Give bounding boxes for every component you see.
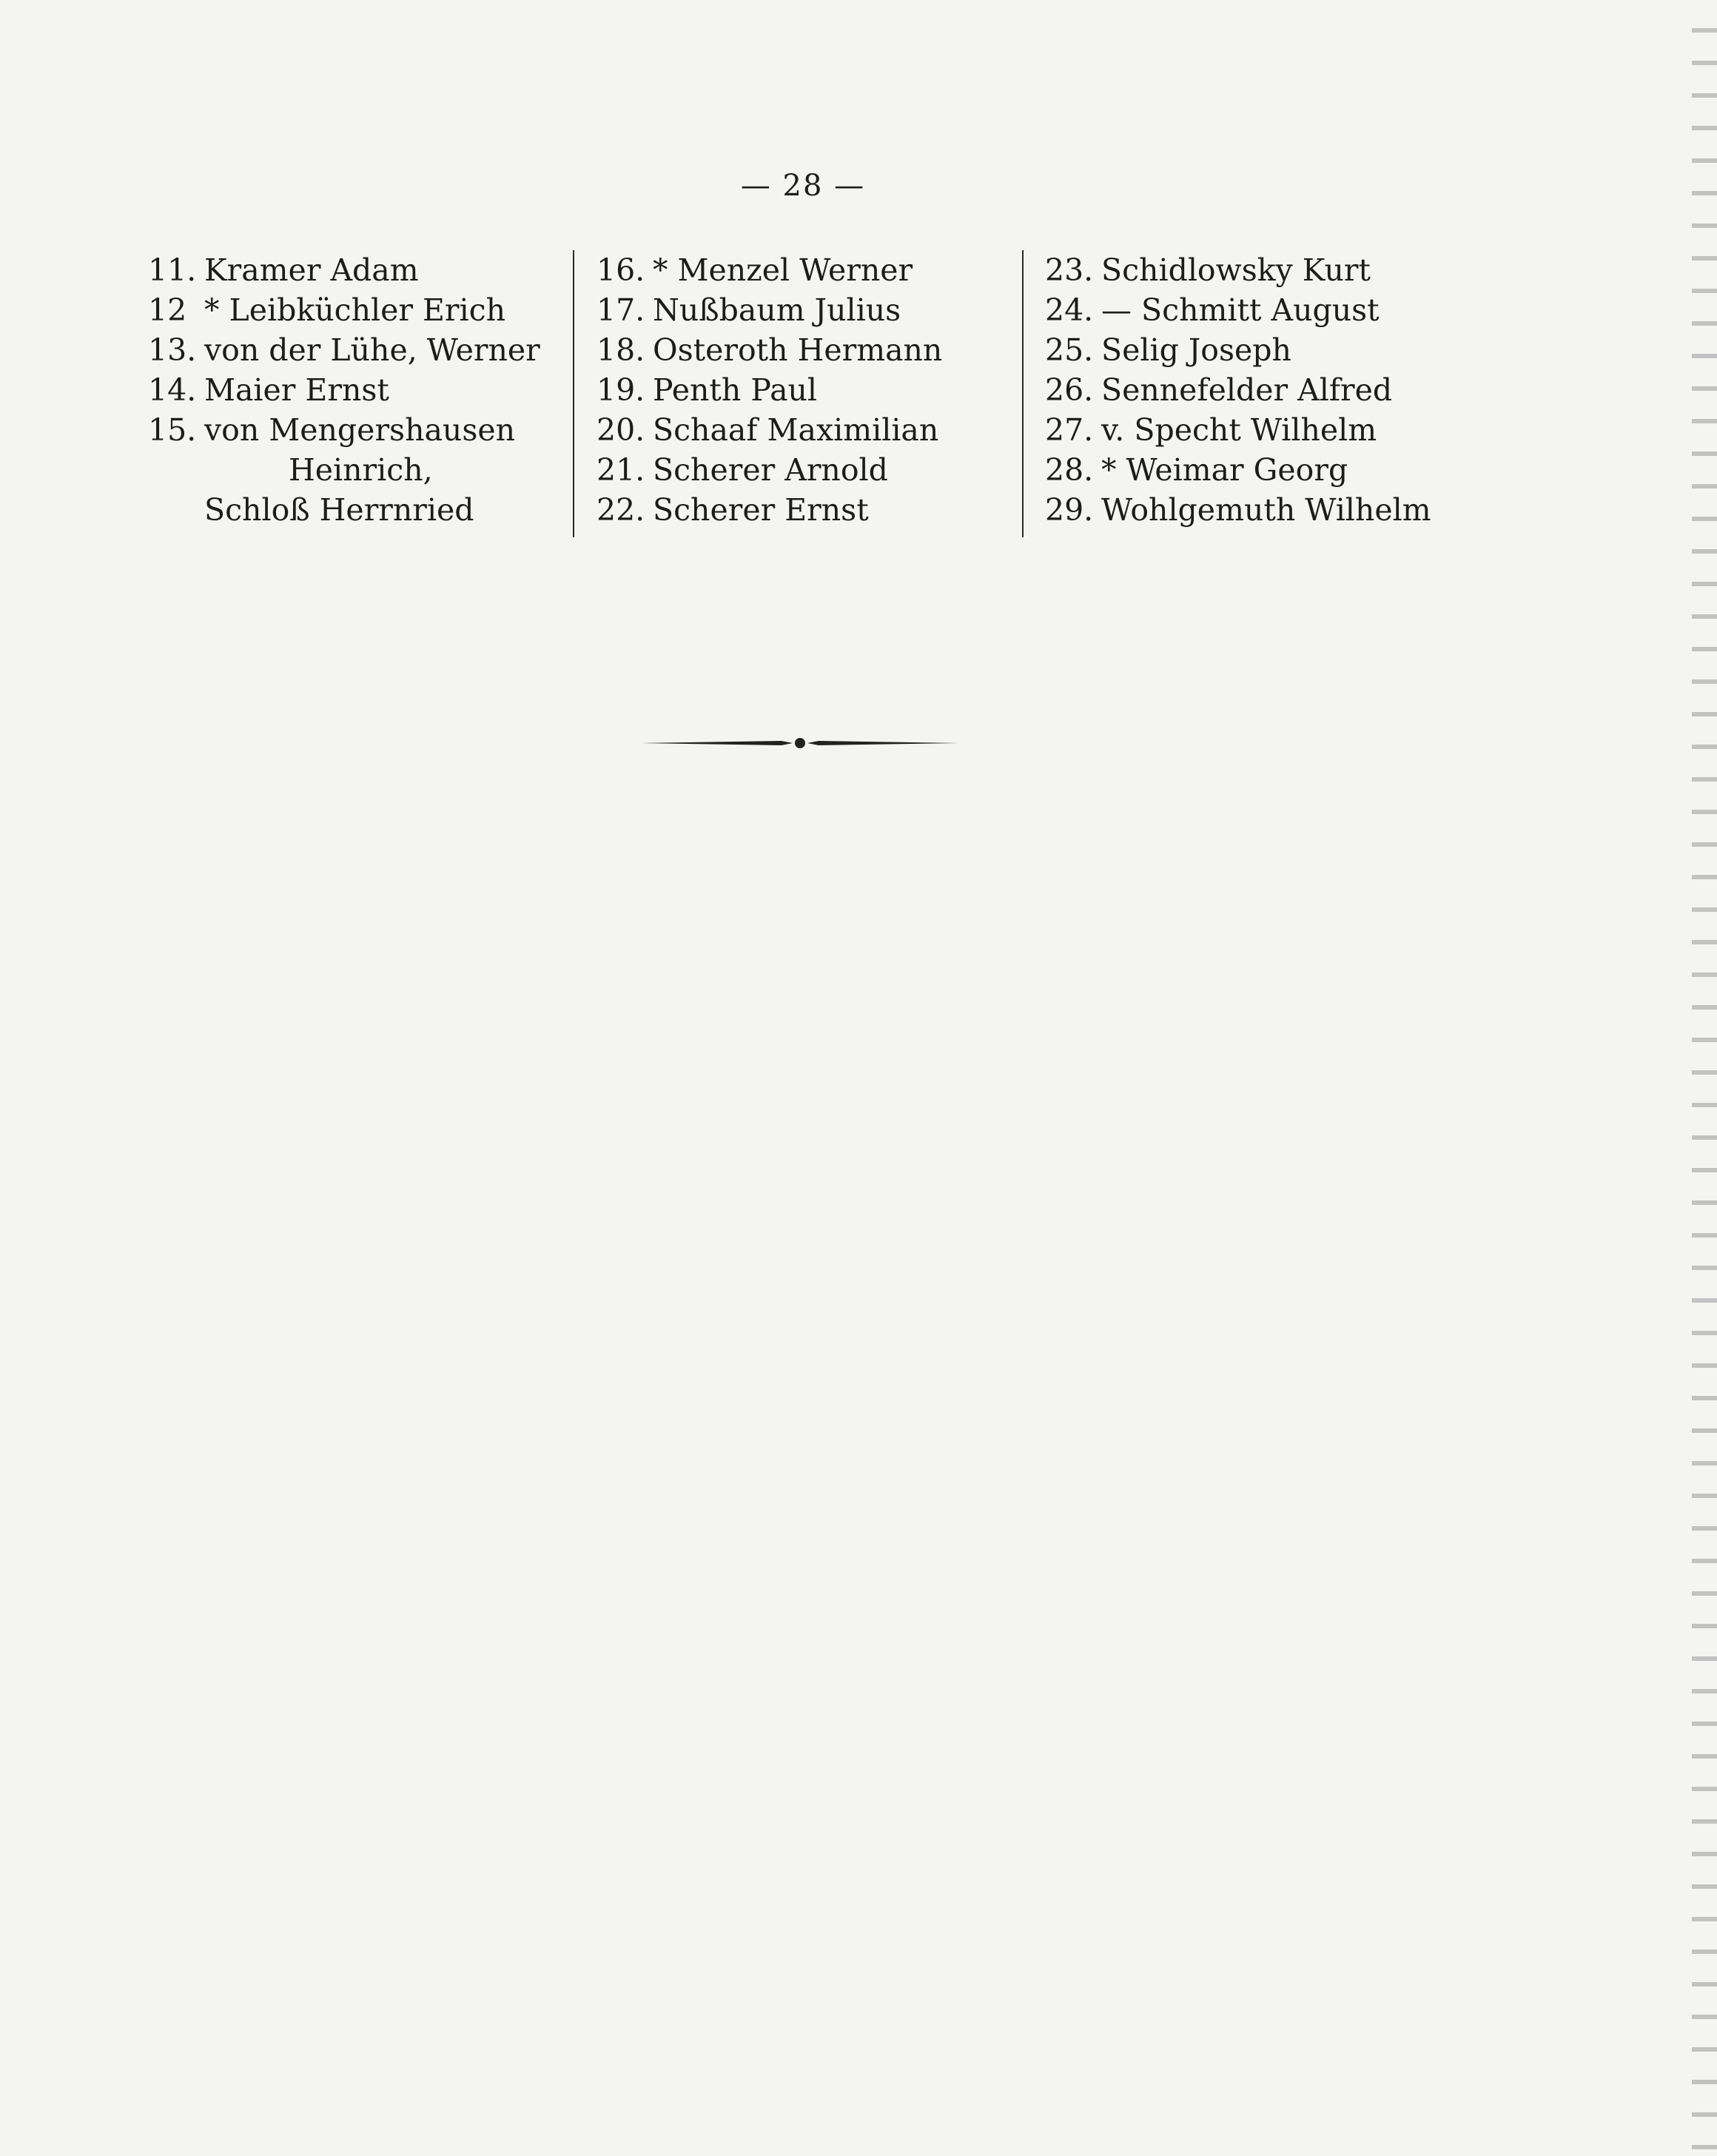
entry-number: 19. (597, 372, 645, 408)
entry-name: Penth Paul (653, 372, 818, 408)
entry-name: Maier Ernst (204, 372, 389, 408)
list-item (597, 410, 942, 450)
entry-number: 14. (148, 372, 197, 408)
list-item (1045, 250, 1431, 290)
entry-name: von der Lühe, Werner (204, 332, 540, 368)
list-item (148, 410, 540, 530)
entry-number: 29. (1045, 492, 1094, 528)
name-list-column-1 (148, 250, 540, 530)
binding-edge (1692, 0, 1717, 2156)
entry-name: — Schmitt August (1101, 292, 1380, 328)
list-item (597, 290, 942, 330)
list-item (597, 250, 942, 290)
list-item (1045, 290, 1431, 330)
list-item (597, 330, 942, 370)
entry-name: Nußbaum Julius (653, 292, 901, 328)
entry-name: v. Specht Wilhelm (1101, 412, 1377, 448)
entry-name: Schaaf Maximilian (653, 412, 939, 448)
entry-number: 11. (148, 252, 197, 288)
page-number: — 28 — (740, 169, 866, 203)
list-item (597, 490, 942, 530)
list-item (1045, 450, 1431, 490)
entry-number: 23. (1045, 252, 1094, 288)
entry-number: 28. (1045, 452, 1094, 488)
entry-name: Sennefelder Alfred (1101, 372, 1393, 408)
entry-number: 15. (148, 412, 197, 448)
list-item (1045, 410, 1431, 450)
entry-name-continuation: Schloß Herrnried (204, 492, 474, 528)
list-item (148, 330, 540, 370)
list-item (1045, 370, 1431, 410)
list-item (597, 370, 942, 410)
entry-name: von Mengershausen (204, 412, 516, 448)
list-item (1045, 330, 1431, 370)
column-divider (1022, 250, 1024, 537)
entry-name: Schidlowsky Kurt (1101, 252, 1371, 288)
entry-number: 26. (1045, 372, 1094, 408)
entry-name: * Menzel Werner (653, 252, 913, 288)
end-ornament (641, 736, 959, 750)
entry-number: 21. (597, 452, 645, 488)
list-item (148, 290, 540, 330)
entry-number: 13. (148, 332, 197, 368)
entry-name: Wohlgemuth Wilhelm (1101, 492, 1431, 528)
list-item (597, 450, 942, 490)
list-item (148, 370, 540, 410)
entry-name: Osteroth Hermann (653, 332, 943, 368)
column-divider (573, 250, 574, 537)
name-list-column-2 (597, 250, 942, 530)
entry-number: 27. (1045, 412, 1094, 448)
name-list-column-3 (1045, 250, 1431, 530)
entry-number: 24. (1045, 292, 1094, 328)
entry-number: 22. (597, 492, 645, 528)
entry-name: Kramer Adam (204, 252, 419, 288)
entry-number: 17. (597, 292, 645, 328)
entry-number: 20. (597, 412, 645, 448)
entry-number: 25. (1045, 332, 1094, 368)
list-item (148, 250, 540, 290)
entry-name: Scherer Arnold (653, 452, 888, 488)
entry-number: 16. (597, 252, 645, 288)
entry-number: 12 (148, 292, 187, 328)
entry-name: * Weimar Georg (1101, 452, 1348, 488)
entry-name-continuation: Heinrich, (289, 452, 433, 488)
entry-number: 18. (597, 332, 645, 368)
entry-name: Selig Joseph (1101, 332, 1291, 368)
list-item (1045, 490, 1431, 530)
entry-name: * Leibküchler Erich (204, 292, 506, 328)
entry-name: Scherer Ernst (653, 492, 869, 528)
